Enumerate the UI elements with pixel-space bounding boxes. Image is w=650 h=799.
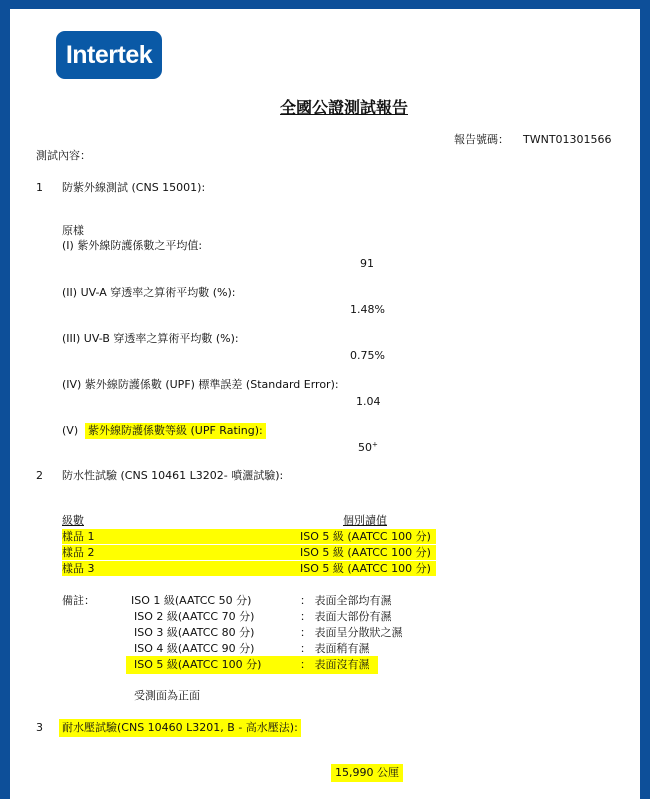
sample-label: 原樣 bbox=[62, 224, 84, 237]
note-1-desc: ： 表面全部均有濕 bbox=[300, 594, 392, 607]
hydrostatic-pressure-value: 15,990 公厘 bbox=[331, 764, 403, 782]
report-number: TWNT01301566 bbox=[523, 133, 612, 146]
section-1-heading: 防紫外線測試 (CNS 15001): bbox=[62, 181, 206, 194]
sample-3-name: 樣品 3 bbox=[62, 562, 95, 575]
sample-1-value: ISO 5 級 (AATCC 100 分) bbox=[300, 530, 431, 543]
note-4-grade: ISO 4 級(AATCC 90 分) bbox=[134, 642, 255, 655]
section-3-heading: 耐水壓試驗(CNS 10460 L3201, B - 高水壓法): bbox=[59, 719, 301, 737]
standard-error-value: 1.04 bbox=[356, 395, 381, 408]
note-3-desc: ： 表面呈分散狀之濕 bbox=[300, 626, 403, 639]
sample-3-value: ISO 5 級 (AATCC 100 分) bbox=[300, 562, 431, 575]
test-content-label: 測試內容： bbox=[36, 149, 91, 162]
note-5-desc: ： 表面沒有濕 bbox=[300, 658, 370, 671]
sample-1-name: 樣品 1 bbox=[62, 530, 95, 543]
upf-rating-label: 紫外線防護係數等級 (UPF Rating): bbox=[85, 423, 266, 439]
grade-column-header: 級數 bbox=[62, 514, 84, 527]
reading-column-header: 個別讀值 bbox=[343, 514, 387, 527]
remarks-label: 備註： bbox=[62, 594, 95, 607]
page-title: 全國公證測試報告 bbox=[280, 98, 409, 117]
section-3-number: 3 bbox=[36, 721, 43, 734]
note-1-grade: ISO 1 級(AATCC 50 分) bbox=[131, 594, 252, 607]
upf-rating-number: (V) bbox=[62, 424, 79, 437]
section-2-number: 2 bbox=[36, 469, 43, 482]
section-2-heading: 防水性試驗 (CNS 10461 L3202- 噴灑試驗): bbox=[62, 469, 284, 482]
uvb-label: (III) UV-B 穿透率之算術平均數 (%): bbox=[62, 332, 239, 345]
upf-rating-superscript: + bbox=[372, 440, 378, 449]
upf-average-value: 91 bbox=[360, 257, 374, 270]
upf-rating-value: 50+ bbox=[358, 440, 378, 454]
note-4-desc: ： 表面稍有濕 bbox=[300, 642, 370, 655]
upf-average-label: (I) 紫外線防護係數之平均值: bbox=[62, 239, 203, 252]
standard-error-label: (IV) 紫外線防護係數 (UPF) 標準誤差 (Standard Error): bbox=[62, 378, 339, 391]
uva-label: (II) UV-A 穿透率之算術平均數 (%): bbox=[62, 286, 236, 299]
tested-side-note: 受測面為正面 bbox=[134, 689, 200, 702]
report-page bbox=[10, 9, 640, 799]
sample-2-value: ISO 5 級 (AATCC 100 分) bbox=[300, 546, 431, 559]
note-5-grade: ISO 5 級(AATCC 100 分) bbox=[134, 658, 262, 671]
uva-value: 1.48% bbox=[350, 303, 385, 316]
note-2-grade: ISO 2 級(AATCC 70 分) bbox=[134, 610, 255, 623]
intertek-logo: Intertek bbox=[56, 31, 162, 79]
report-number-label: 報告號碼： bbox=[454, 133, 509, 146]
uvb-value: 0.75% bbox=[350, 349, 385, 362]
section-1-number: 1 bbox=[36, 181, 43, 194]
note-2-desc: ： 表面大部份有濕 bbox=[300, 610, 392, 623]
note-3-grade: ISO 3 級(AATCC 80 分) bbox=[134, 626, 255, 639]
sample-2-name: 樣品 2 bbox=[62, 546, 95, 559]
